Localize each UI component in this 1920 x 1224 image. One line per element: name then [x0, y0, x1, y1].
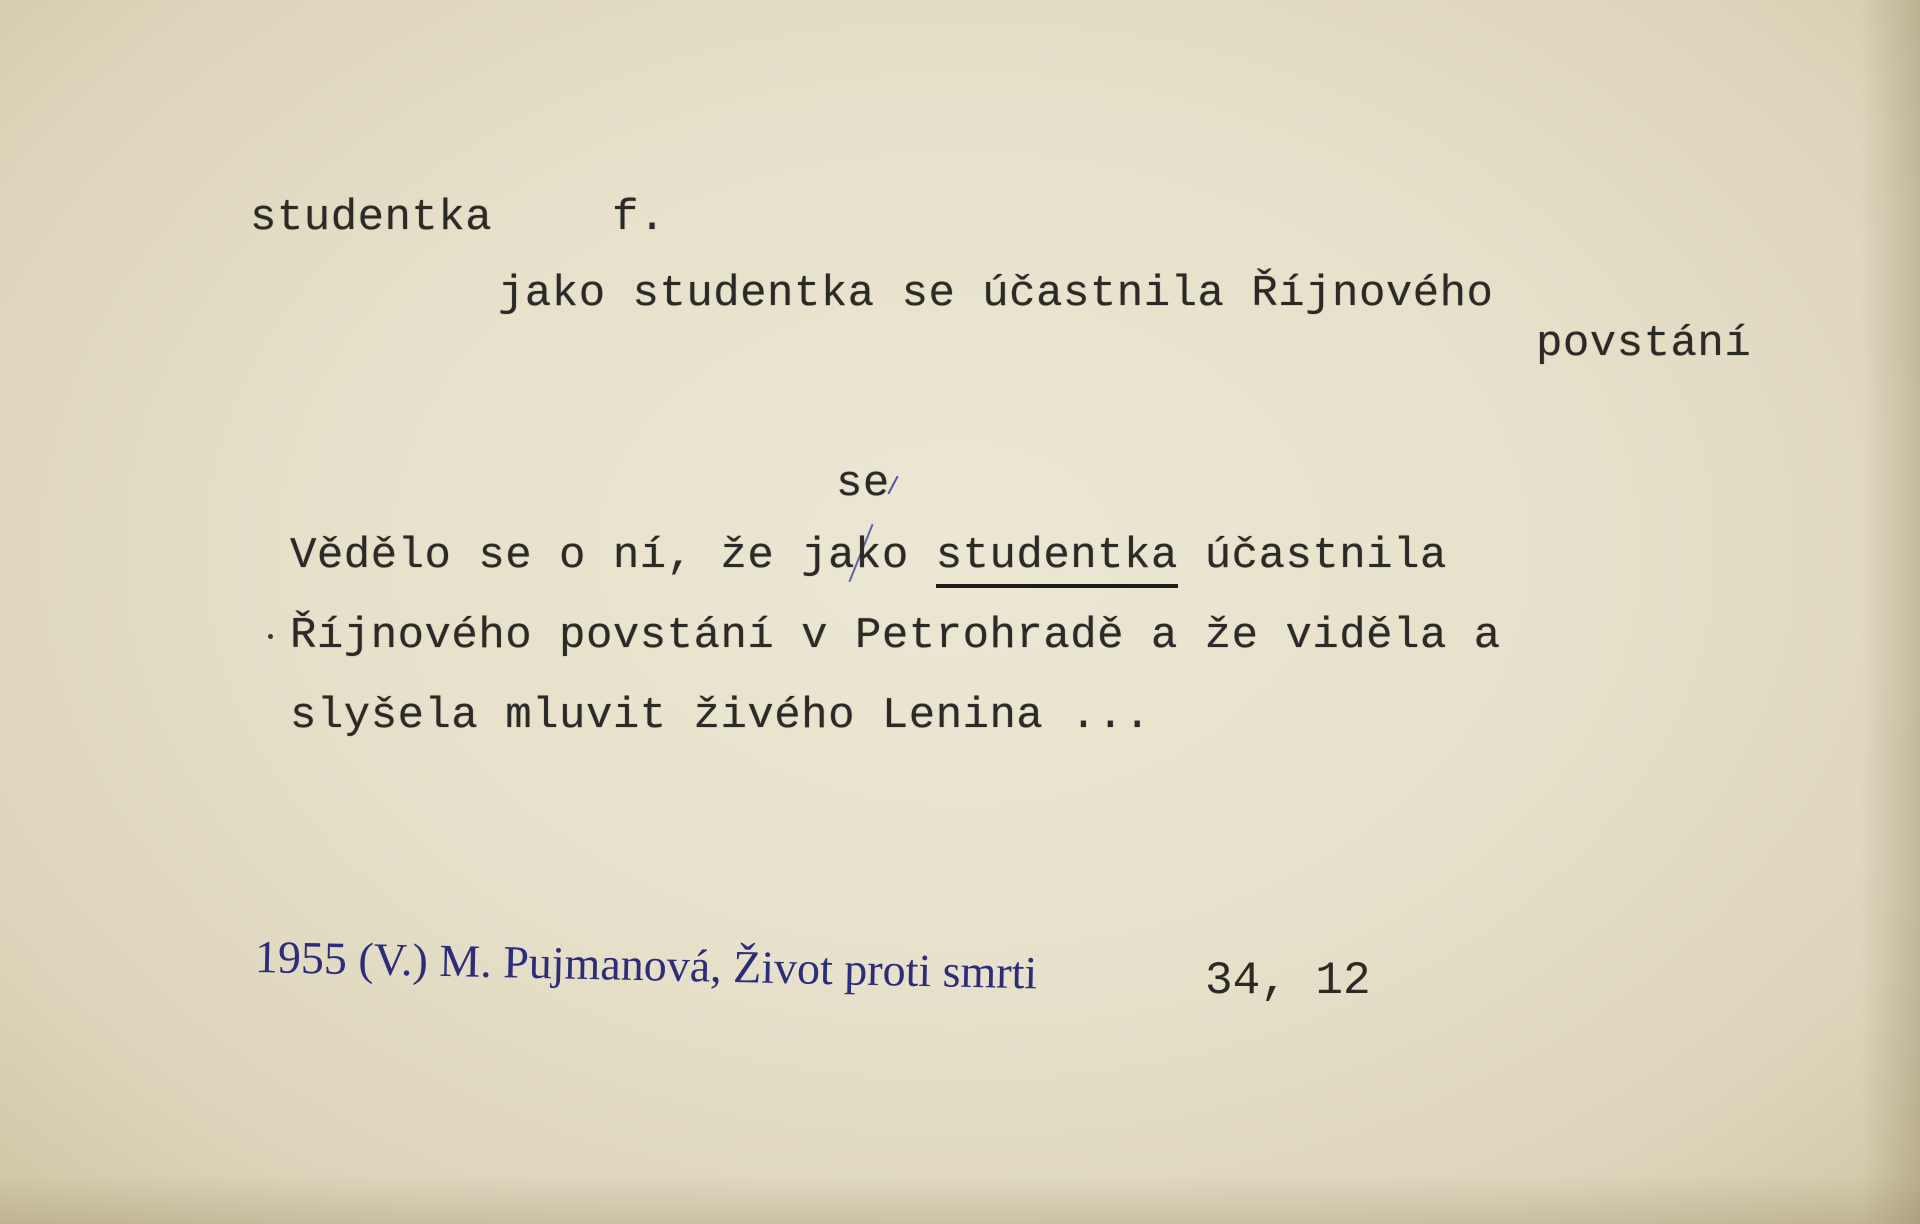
inserted-word: se: [836, 459, 890, 509]
grammar-label: f.: [612, 193, 666, 243]
source-stamp: 1955 (V.) M. Pujmanová, Život proti smrti: [254, 931, 1038, 999]
card-edge-shadow: [1860, 0, 1920, 1224]
quote-headword-underlined: studentka: [936, 534, 1178, 588]
card-bottom-shade: [0, 1174, 1920, 1224]
quote-line-2: Říjnového povstání v Petrohradě a že viděla a: [290, 611, 1501, 661]
headword: studentka: [250, 193, 493, 243]
quote-line-3: slyšela mluvit živého Lenina ...: [290, 691, 1151, 741]
example-line-1: jako studentka se účastnila Říjnového: [498, 269, 1494, 319]
example-line-2: povstání: [1536, 319, 1752, 369]
source-locator: 34, 12: [1205, 955, 1371, 1007]
quote-line-1-mid: jako: [801, 531, 936, 581]
quote-line-1: [290, 531, 1447, 588]
margin-dot: [268, 634, 273, 639]
quote-line-1-post: účastnila: [1177, 531, 1447, 581]
quote-line-1-pre: Vědělo se o ní, že: [290, 531, 802, 581]
